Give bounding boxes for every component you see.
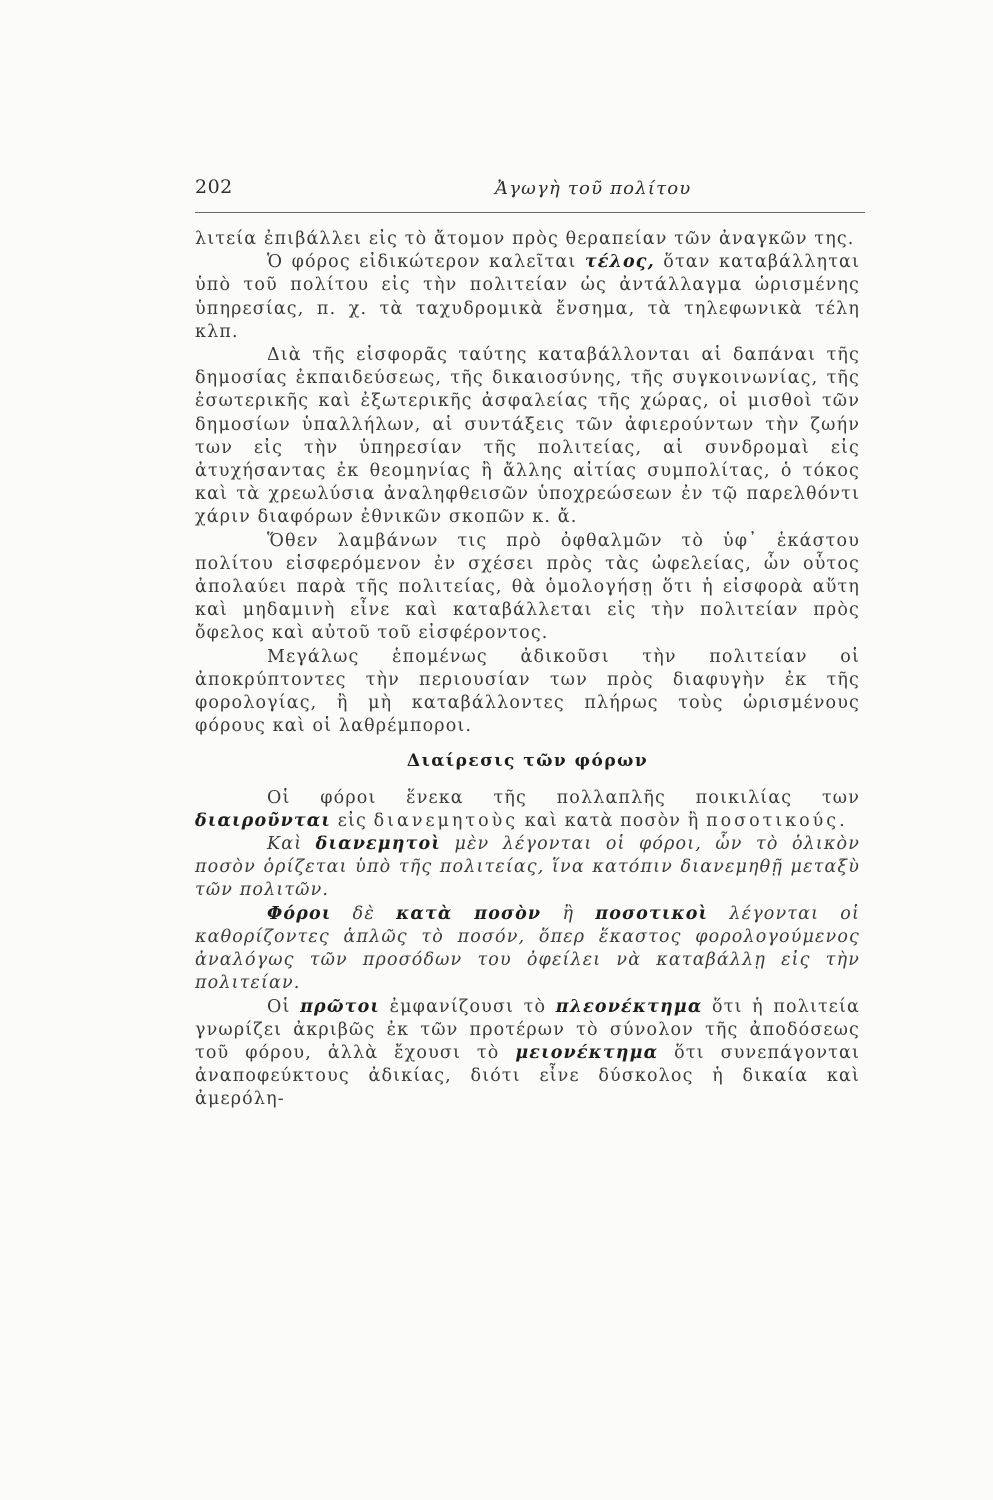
text-run: Ὅθεν λαμβάνων τις πρὸ ὀφθαλμῶν τὸ ὑφ᾽ ἑκάστου πολίτου εἰσφερόμενον ἐν σχέσει πρὸς τὰς ὠφελείας, ὧν οὗτος ἀπολαύει παρὰ τῆς πολιτείας, θὰ ὁμολογήσῃ ὅτι ἡ εἰσφορὰ αὕτη καὶ μηδαμινὴ εἶνε καὶ καταβάλλεται εἰς τὴν πολιτείαν πρὸς ὄφελος καὶ αὐτοῦ τοῦ εἰσφέροντος.: [195, 530, 860, 644]
page-header: [195, 172, 865, 214]
emphasized-term: ποσοτικοὶ: [595, 903, 709, 924]
page-number: 202: [195, 176, 233, 198]
section-heading: [195, 750, 860, 773]
text-run: ἐμφανίζουσι τὸ: [380, 996, 556, 1017]
running-title: Ἀγωγὴ τοῦ πολίτου: [495, 178, 692, 199]
paragraph: [195, 903, 860, 996]
emphasized-term: πλεονέκτημα: [555, 996, 703, 1017]
text-run: λιτεία ἐπιβάλλει εἰς τὸ ἄτομον πρὸς θεραπείαν τῶν ἀναγκῶν της.: [195, 229, 855, 249]
text-run: δὲ: [331, 903, 397, 924]
text-run: Διαίρεσις τῶν φόρων: [406, 751, 649, 772]
emphasized-term: κατὰ ποσὸν: [396, 903, 542, 924]
text-run: ὅτι συνεπάγονται ἀναποφεύκτους ἀδικίας, διότι εἶνε δύσκολος ἡ δικαία καὶ ἀμερόλη-: [195, 1042, 860, 1110]
text-run: Οἱ: [267, 996, 301, 1017]
paragraph: [195, 996, 860, 1112]
header-divider: [195, 212, 865, 213]
emphasized-term: τέλος,: [584, 252, 655, 273]
spaced-term: διανεμητοὺς: [373, 810, 519, 831]
paragraph: [195, 787, 860, 833]
text-run: Οἱ φόροι ἕνεκα τῆς πολλαπλῆς ποικιλίας των: [267, 787, 860, 808]
text-run: ὅτι ἡ πολιτεία γνωρίζει ἀκριβῶς ἐκ τῶν προτέρων τὸ σύνολον τῆς ἀποδόσεως τοῦ φόρου, ἀλλὰ ἔχουσι τὸ: [195, 996, 860, 1063]
emphasized-term: διανεμητοὶ: [315, 834, 441, 855]
emphasized-term: διαιροῦνται: [195, 810, 332, 831]
paragraph: [195, 344, 860, 530]
emphasized-term: πρῶτοι: [300, 996, 381, 1017]
text-run: μὲν λέγονται οἱ φόροι, ὧν τὸ ὁλικὸν ποσὸν ὁρίζεται ὑπὸ τῆς πολιτείας, ἵνα κατόπιν διανεμηθῇ μεταξὺ τῶν πολιτῶν.: [195, 834, 861, 901]
emphasized-term: μειονέκτημα: [515, 1042, 659, 1063]
text-run: Ὁ φόρος εἰδικώτερον καλεῖται: [267, 252, 585, 273]
text-run: λέγονται οἱ καθορίζοντες ἁπλῶς τὸ ποσόν, ὅπερ ἕκαστος φορολογούμενος ἀναλόγως τῶν προσόδων του ὀφείλει νὰ καταβάλλῃ εἰς τὴν πολιτείαν.: [195, 903, 860, 994]
spaced-term: ποσοτικούς.: [706, 810, 848, 831]
paragraph: [195, 251, 860, 344]
body-text: [195, 228, 860, 1112]
text-run: εἰς: [331, 810, 374, 831]
text-run: Μεγάλως ἑπομένως ἀδικοῦσι τὴν πολιτείαν οἱ ἀποκρύπτοντες τὴν περιουσίαν των πρὸς διαφυγὴν ἐκ τῆς φορολογίας, ἢ μὴ καταβάλλοντες πλήρως τοὺς ὡρισμένους φόρους καὶ οἱ λαθρέμποροι.: [195, 646, 860, 737]
emphasized-term: Φόροι: [267, 903, 332, 924]
text-run: Διὰ τῆς εἰσφορᾶς ταύτης καταβάλλονται αἱ δαπάναι τῆς δημοσίας ἐκπαιδεύσεως, τῆς δικαιοσύνης, τῆς συγκοινωνίας, τῆς ἐσωτερικῆς καὶ ἐξωτερικῆς ἀσφαλείας τῆς χώρας, οἱ μισθοὶ τῶν δημοσίων ὑπαλλήλων, αἱ συντάξεις τῶν ἀφιερούντων τὴν ζωήν των εἰς τὴν ὑπηρεσίαν τῆς πολιτείας, αἱ συνδρομαὶ εἰς ἀτυχήσαντας ἐκ θεομηνίας ἢ ἄλλης αἰτίας συμπολίτας, ὁ τόκος καὶ τὰ χρεωλύσια ἀναληφθεισῶν ὑποχρεώσεων ἐν τῷ παρελθόντι χάριν διαφόρων ἐθνικῶν σκοπῶν κ. ἄ.: [195, 345, 860, 528]
paragraph: [195, 833, 860, 903]
paragraph: [195, 530, 860, 646]
text-run: Καὶ: [267, 834, 316, 855]
text-run: ἢ: [541, 903, 596, 924]
paragraph: [195, 228, 860, 251]
text-run: ὅταν καταβάλληται ὑπὸ τοῦ πολίτου εἰς τὴν πολιτείαν ὡς ἀντάλλαγμα ὡρισμένης ὑπηρεσίας, π. χ. τὰ ταχυδρομικὰ ἔνσημα, τὰ τηλεφωνικὰ τέλη κλπ.: [195, 252, 861, 342]
text-run: καὶ κατὰ ποσὸν ἢ: [518, 810, 707, 831]
paragraph: [195, 646, 860, 739]
